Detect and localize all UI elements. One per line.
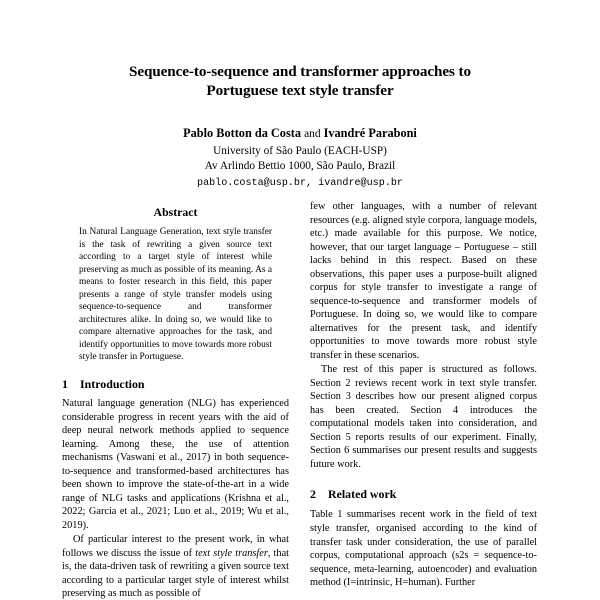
- title-line-1: Sequence-to-sequence and transformer approaches to: [128, 63, 472, 80]
- paragraph: The rest of this paper is structured as follows. Section 2 reviews recent work in text style transfer. Section 3 describes how our present aligned corpus has been created. Section 4 introduces the computational models taken into consideration, and Section 5 reports results of our experiment. Finally, Section 6 summarises our present results and suggests future work.: [310, 364, 537, 470]
- affiliation: University of São Paulo (EACH-USP): [213, 145, 387, 157]
- abstract-text: In Natural Language Generation, text style transfer is the task of rewriting a given source text according to a target style of interest while preserving as much as possible of its meaning. As a means to foster research in this field, this paper presents a range of style transfer models using sequence-to-sequence and transformer architectures alike. In doing so, we would like to compare alternative approaches for the task, and identify opportunities to move towards more robust style transfer in Portuguese.: [79, 227, 272, 363]
- paragraph-part: Of particular interest to the present work, in what follows we discuss the issue of: [62, 533, 289, 559]
- paragraph: Table 1 summarises recent work in the field of text style transfer, organised according to the kind of transfer task under consideration, the use of parallel corpus, computational approach (s2s = sequence-to-sequence, meta-learning, autoencoder) and evaluation method (I=intrinsic, H=human). Further: [310, 509, 537, 589]
- author-line: [0, 125, 600, 142]
- page-title: [90, 62, 510, 100]
- emphasis-text: text style transfer: [195, 547, 268, 559]
- author-name-1: Pablo Botton da Costa: [183, 126, 301, 140]
- author-emails[interactable]: pablo.costa@usp.br, ivandre@usp.br: [197, 178, 403, 189]
- section-heading-introduction: [62, 377, 289, 392]
- title-block: [0, 0, 600, 191]
- section-title: Related work: [328, 487, 397, 502]
- abstract-heading: Abstract: [153, 205, 198, 219]
- author-name-2: Ivandré Paraboni: [323, 126, 417, 140]
- column-right: [310, 200, 537, 600]
- column-left: [62, 200, 289, 600]
- title-line-2: Portuguese text style transfer: [206, 82, 394, 99]
- paragraph: Natural language generation (NLG) has experienced considerable progress in recent years with the aid of deep neural network methods applied to sequence learning. Among these, the use of attention mechanisms (Vaswani et al., 2017) in both sequence-to-sequence and transformed-based architectures has been shown to improve the state-of-the-art in a wide range of NLG tasks and applications (Krishna et al., 2022; Garcia et al., 2021; Luo et al., 2019; Wu et al., 2019).: [62, 398, 289, 531]
- paragraph: [62, 533, 289, 600]
- author-conjunction: and: [304, 128, 321, 140]
- body-columns: [0, 200, 600, 600]
- section-heading-related-work: [310, 487, 537, 502]
- paragraph: few other languages, with a number of relevant resources (e.g. aligned style corpora, language models, etc.) made available for this purpose. We notice, however, that our target language – Portuguese – still lacks behind in this respect. Based on these observations, this paper uses a purpose-built aligned corpus for style transfer to investigate a range of sequence-to-sequence and transformer models of Portuguese. In doing so, we would like to compare alternatives for the present task, and identify opportunities to move towards more robust style transfer in these scenarios.: [310, 201, 537, 362]
- address: Av Arlindo Bettio 1000, São Paulo, Brazil: [204, 160, 396, 172]
- section-title: Introduction: [80, 377, 145, 392]
- section-number: 1: [62, 377, 68, 392]
- paragraph-part: , that is, the data-driven task of rewriting a given source text according to a particular target style of interest whilst preserving as much as possible of: [62, 547, 289, 600]
- section-number: 2: [310, 487, 316, 502]
